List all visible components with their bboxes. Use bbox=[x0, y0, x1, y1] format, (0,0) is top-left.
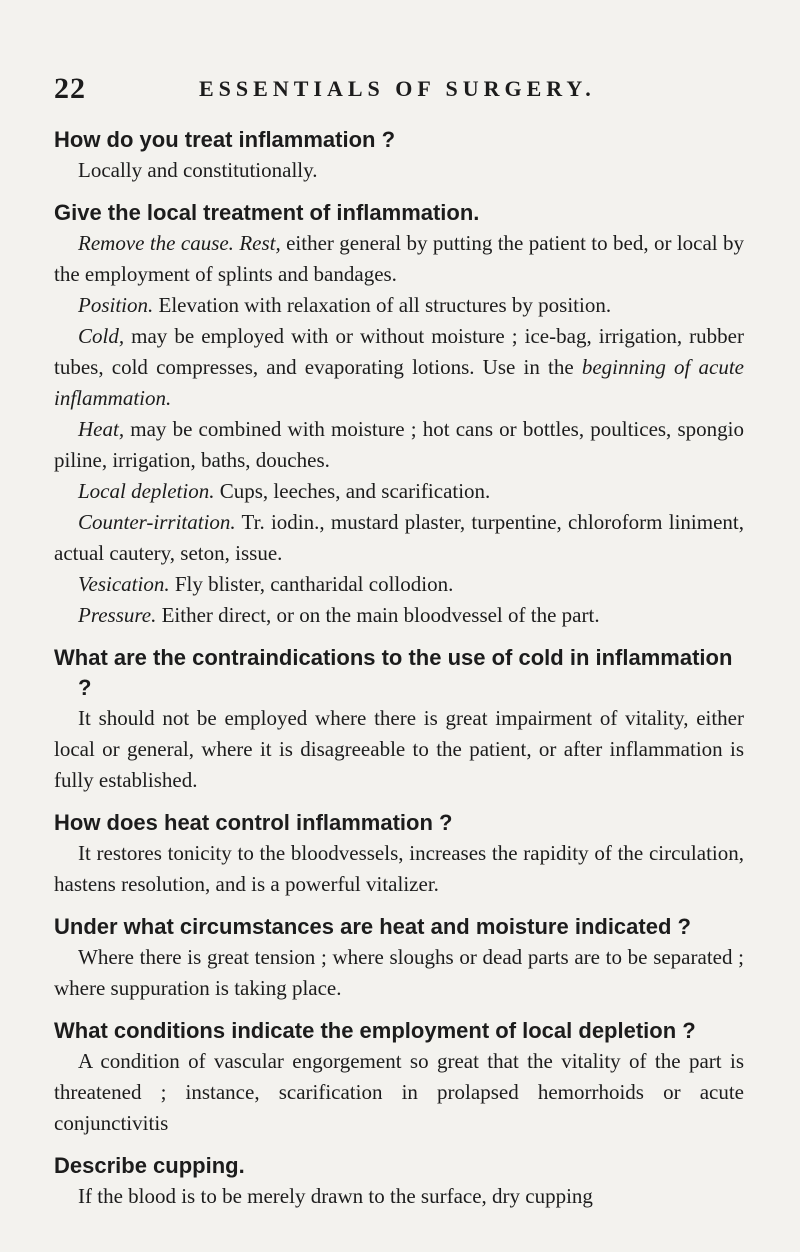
treatment-paragraph bbox=[54, 476, 744, 507]
paragraph-text: may be combined with moisture ; hot cans or bottles, poultices, spongio piline, irrigation, baths, douches. bbox=[54, 417, 744, 472]
question-heading: How does heat control inflammation ? bbox=[54, 810, 453, 835]
italic-term: Rest, bbox=[239, 231, 281, 255]
answer-text: It should not be employed where there is great impairment of vitality, either local or general, where it is disagreeable to the patient, or after inflammation is fully established. bbox=[54, 706, 744, 792]
paragraph-text: Elevation with relaxation of all structures by position. bbox=[153, 293, 612, 317]
italic-term: Pressure. bbox=[78, 603, 157, 627]
treatment-paragraph bbox=[54, 600, 744, 631]
page-body bbox=[54, 125, 744, 1212]
paragraph-text: Fly blister, cantharidal collodion. bbox=[169, 572, 454, 596]
italic-term: Heat, bbox=[78, 417, 125, 441]
answer-text: A condition of vascular engorgement so great that the vitality of the part is threatened ; instance, scarification in prolapsed hemorrhoids or acute conjunctivitis bbox=[54, 1049, 744, 1135]
question-heading: Describe cupping. bbox=[54, 1153, 245, 1178]
paragraph-text: may be employed with or without moisture ; ice-bag, irrigation, rubber tubes, cold compresses, and evaporating lotions. Use in the bbox=[54, 324, 744, 379]
paragraph-text: Cups, leeches, and scarification. bbox=[214, 479, 491, 503]
question-heading: Under what circumstances are heat and moisture indicated ? bbox=[54, 914, 691, 939]
italic-term: Counter-irritation. bbox=[78, 510, 236, 534]
question-heading: What are the contraindications to the use of cold in inflammation ? bbox=[54, 645, 733, 700]
treatment-paragraph bbox=[54, 290, 744, 321]
paragraph-text: Either direct, or on the main bloodvessel of the part. bbox=[156, 603, 600, 627]
answer-text: Where there is great tension ; where sloughs or dead parts are to be separated ; where suppuration is taking place. bbox=[54, 945, 744, 1000]
paragraph-text: either general by putting the patient to bed, or local by the employment of splints and bandages. bbox=[54, 231, 745, 286]
treatment-paragraph bbox=[54, 321, 744, 414]
italic-term: beginning of acute inflammation. bbox=[54, 355, 744, 410]
running-head: ESSENTIALS OF SURGERY. bbox=[199, 76, 596, 101]
page-number: 22 bbox=[54, 72, 86, 105]
answer-text: If the blood is to be merely drawn to the surface, dry cupping bbox=[78, 1184, 593, 1208]
italic-term: Cold, bbox=[78, 324, 125, 348]
treatment-paragraph bbox=[54, 414, 744, 476]
question-heading: How do you treat inflammation ? bbox=[54, 127, 396, 152]
italic-term: Vesication. bbox=[78, 572, 170, 596]
italic-term: Position. bbox=[78, 293, 154, 317]
answer-text: It restores tonicity to the bloodvessels, increases the rapidity of the circulation, hastens resolution, and is a powerful vitalizer. bbox=[54, 841, 744, 896]
italic-term: Remove the cause. bbox=[78, 231, 234, 255]
answer-text: Locally and constitutionally. bbox=[78, 158, 318, 182]
local-treatment-list bbox=[54, 228, 744, 631]
page-header bbox=[54, 72, 754, 112]
treatment-paragraph bbox=[54, 507, 744, 569]
question-heading: Give the local treatment of inflammation. bbox=[54, 200, 480, 225]
italic-term: Local depletion. bbox=[78, 479, 215, 503]
question-heading: What conditions indicate the employment of local depletion ? bbox=[54, 1018, 696, 1043]
treatment-paragraph bbox=[54, 569, 744, 600]
paragraph-text: Tr. iodin., mustard plaster, turpentine, chloroform liniment, actual cautery, seton, issue. bbox=[54, 510, 744, 565]
treatment-paragraph bbox=[54, 228, 744, 290]
